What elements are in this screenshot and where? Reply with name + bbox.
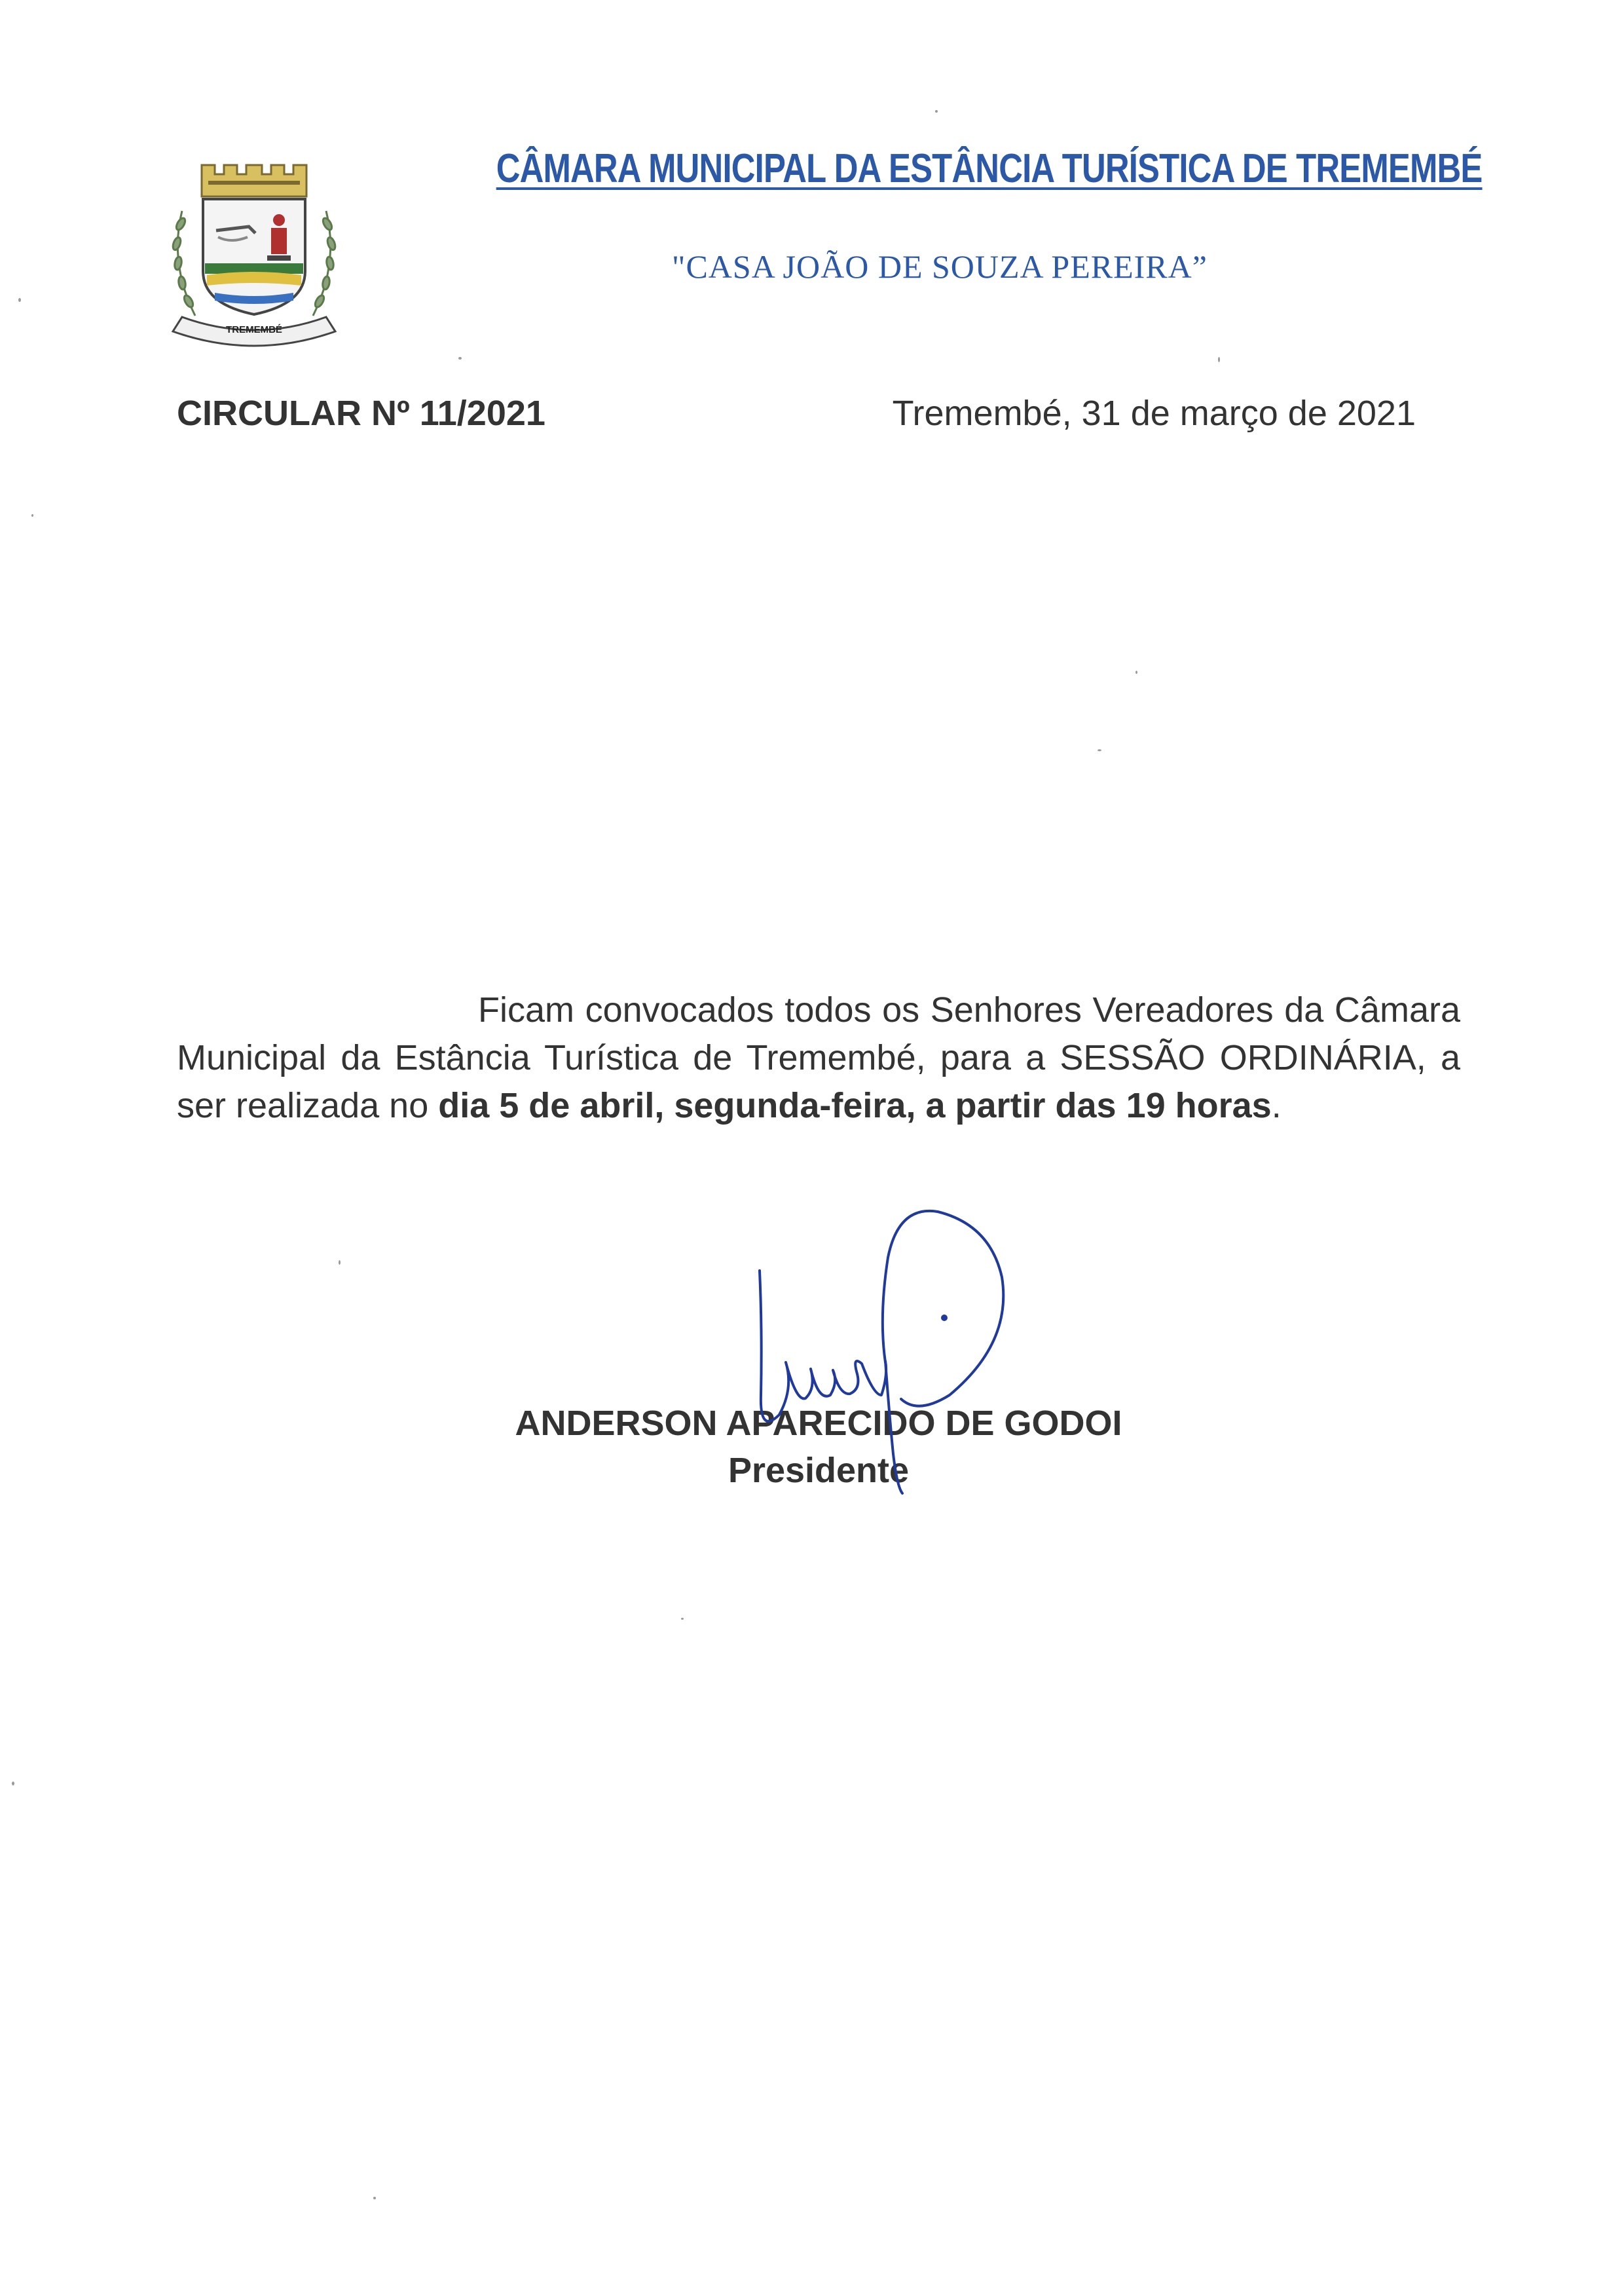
convocation-text: Ficam convocados todos os Senhores Vereadores da Câmara Municipal da Estância Turística de Tremembé, para a SESSÃO ORDINÁRIA, a ser realizada no xyxy=(177,990,1460,1125)
scan-speck xyxy=(12,1782,14,1785)
scan-speck xyxy=(339,1260,341,1265)
scan-speck xyxy=(1098,749,1101,751)
convocation-end: . xyxy=(1271,1086,1282,1125)
scan-speck xyxy=(1218,357,1220,362)
convocation-paragraph xyxy=(177,986,1460,1130)
signer-role: Presidente xyxy=(728,1451,910,1490)
coat-banner-text: TREMEMBÉ xyxy=(226,324,282,335)
scan-speck xyxy=(458,357,462,360)
signature-strokes xyxy=(760,1211,1003,1493)
circular-place-date: Tremembé, 31 de março de 2021 xyxy=(892,394,1416,433)
scan-speck xyxy=(18,298,21,302)
scan-speck xyxy=(373,2197,376,2199)
scan-speck xyxy=(935,110,938,113)
scan-speck xyxy=(681,1618,684,1620)
circular-number: CIRCULAR Nº 11/2021 xyxy=(177,394,545,433)
institution-name: CÂMARA MUNICIPAL DA ESTÂNCIA TURÍSTICA DE TREMEMBÉ xyxy=(496,146,1483,191)
scan-speck xyxy=(1135,671,1137,674)
convocation-date-time: dia 5 de abril, segunda-feira, a partir das 19 horas xyxy=(438,1086,1272,1125)
house-name: "CASA JOÃO DE SOUZA PEREIRA” xyxy=(672,248,1208,285)
signer-name: ANDERSON APARECIDO DE GODOI xyxy=(515,1404,1122,1443)
handwritten-signature xyxy=(733,1199,1035,1506)
scan-speck xyxy=(31,514,33,517)
coat-of-arms-icon xyxy=(156,152,352,355)
